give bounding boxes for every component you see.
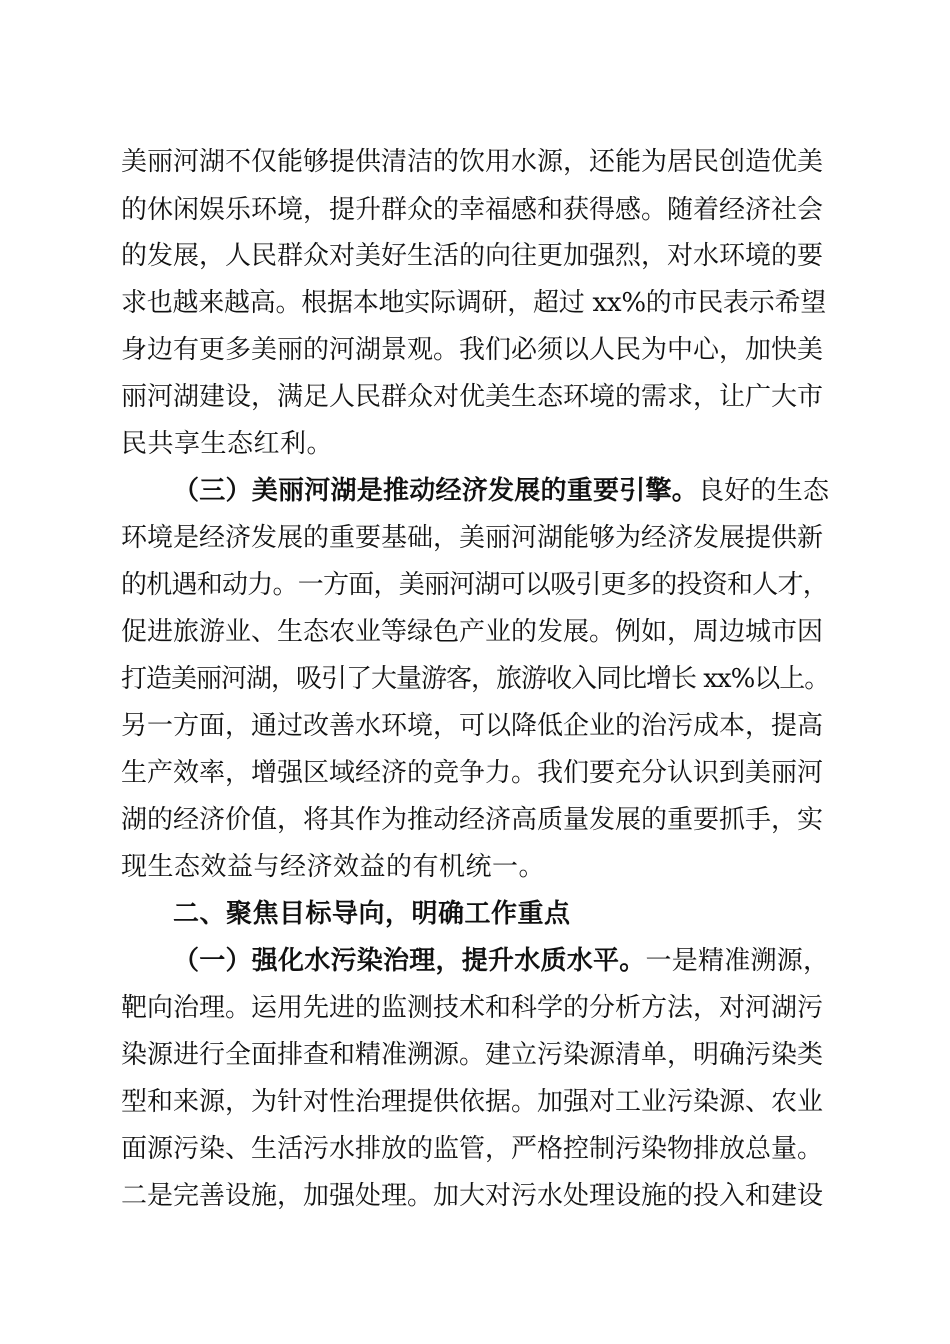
text-line: 的机遇和动力。一方面，美丽河湖可以吸引更多的投资和人才， — [121, 570, 829, 600]
text-line: 身边有更多美丽的河湖景观。我们必须以人民为中心，加快美 — [121, 335, 824, 365]
text-line: 二是完善设施，加强处理。加大对污水处理设施的投入和建设 — [121, 1181, 824, 1211]
text-line: 型和来源，为针对性治理提供依据。加强对工业污染源、农业 — [121, 1087, 824, 1117]
text-line: 打造美丽河湖，吸引了大量游客，旅游收入同比增长 xx%以上。 — [121, 664, 830, 694]
text-line: 民共享生态红利。 — [121, 429, 334, 459]
text-line: 的发展，人民群众对美好生活的向往更加强烈，对水环境的要 — [121, 241, 824, 271]
text-line: 求也越来越高。根据本地实际调研，超过 xx%的市民表示希望 — [121, 288, 827, 318]
text-line: 美丽河湖不仅能够提供清洁的饮用水源，还能为居民创造优美 — [121, 147, 824, 177]
paragraph-heading-lead: （三）美丽河湖是推动经济发展的重要引擎。 — [173, 476, 699, 506]
text-line: 另一方面，通过改善水环境，可以降低企业的治污成本，提高 — [121, 711, 824, 741]
text-line: 湖的经济价值，将其作为推动经济高质量发展的重要抓手，实 — [121, 805, 824, 835]
text-line: 现生态效益与经济效益的有机统一。 — [121, 852, 546, 882]
section-heading: 二、聚焦目标导向，明确工作重点 — [173, 899, 571, 929]
text-line: 促进旅游业、生态农业等绿色产业的发展。例如，周边城市因 — [121, 617, 824, 647]
paragraph-heading-rest: 良好的生态 — [698, 476, 830, 506]
paragraph-heading-lead: （一）强化水污染治理，提升水质水平。 — [173, 946, 646, 976]
text-line: 面源污染、生活污水排放的监管，严格控制污染物排放总量。 — [121, 1134, 824, 1164]
text-line: 的休闲娱乐环境，提升群众的幸福感和获得感。随着经济社会 — [121, 195, 824, 225]
text-line: 靶向治理。运用先进的监测技术和科学的分析方法，对河湖污 — [121, 993, 824, 1023]
text-line: 环境是经济发展的重要基础，美丽河湖能够为经济发展提供新 — [121, 523, 824, 553]
paragraph-heading-s2-1 — [173, 945, 829, 977]
text-line: 丽河湖建设，满足人民群众对优美生态环境的需求，让广大市 — [121, 382, 824, 412]
paragraph-heading-3 — [173, 475, 829, 507]
text-line: 生产效率，增强区域经济的竞争力。我们要充分认识到美丽河 — [121, 758, 824, 788]
text-line: 染源进行全面排查和精准溯源。建立污染源清单，明确污染类 — [121, 1040, 824, 1070]
paragraph-heading-rest: 一是精准溯源， — [645, 946, 830, 976]
